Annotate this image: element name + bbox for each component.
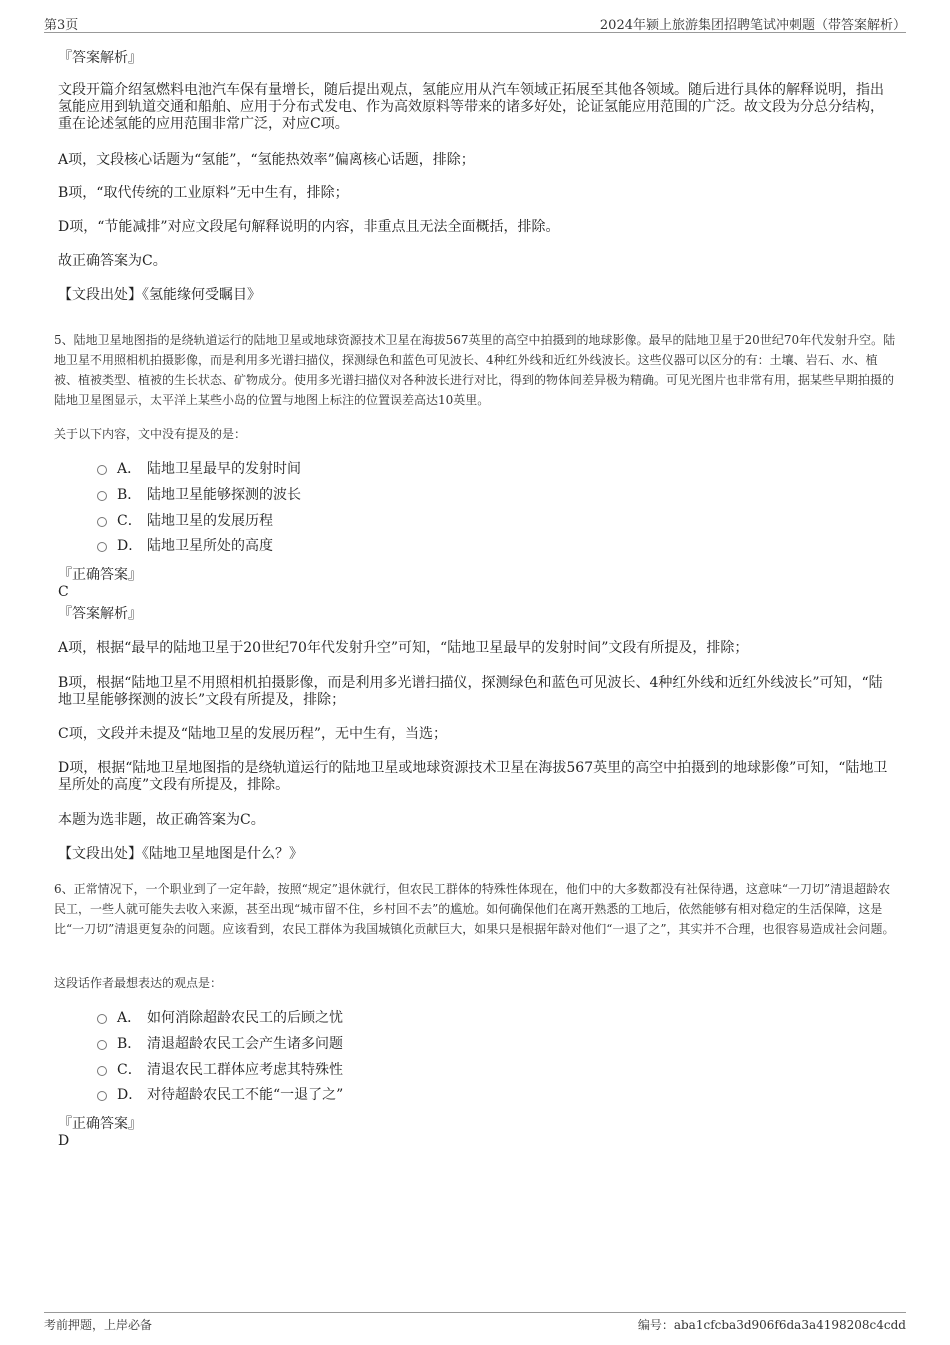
source-q4: 【文段出处】《氢能缘何受瞩目》 xyxy=(58,287,261,303)
option-letter: A． xyxy=(117,1010,142,1026)
option-c-q6[interactable] xyxy=(97,1060,343,1080)
option-text: 陆地卫星的发展历程 xyxy=(147,513,273,529)
footer-slogan: 考前押题，上岸必备 xyxy=(44,1318,153,1332)
option-b-q5[interactable] xyxy=(97,485,301,505)
option-letter: A． xyxy=(117,461,142,477)
radio-icon[interactable] xyxy=(97,491,107,501)
correct-answer-q5: C xyxy=(58,584,69,600)
option-text: 对待超龄农民工不能“一退了之” xyxy=(147,1087,344,1103)
option-a-q5[interactable] xyxy=(97,459,301,479)
analysis-b-q5: B项，根据“陆地卫星不用照相机拍摄影像，而是利用多光谱扫描仪，探测绿色和蓝色可见波长、4种红外线和近红外线波长”可知，“陆地卫星能够探测的波长”文段有所提及，排除； xyxy=(58,675,883,708)
analysis-d-q4: D项，“节能减排”对应文段尾句解释说明的内容，非重点且无法全面概括，排除。 xyxy=(58,219,560,235)
option-letter: B． xyxy=(117,1036,142,1052)
analysis-label-q5: 『答案解析』 xyxy=(58,606,142,622)
analysis-label-q4: 『答案解析』 xyxy=(58,50,142,66)
question-stem-q6: 6、正常情况下，一个职业到了一定年龄，按照“规定”退休就行，但农民工群体的特殊性体现在，他们中的大多数都没有社保待遇，这意味“一刀切”清退超龄农民工，一些人就可能失去收入来源，甚至出现“城市留不住，乡村回不去”的尴尬。如何确保他们在离开熟悉的工地后，依然能够有相对稳定的生活保障，这是比“一刀切”清退更复杂的问题。应该看到，农民工群体为我国城镇化贡献巨大，如果只是根据年龄对他们“一退了之”，其实并不合理，也很容易造成社会问题。 xyxy=(54,882,895,936)
option-letter: C． xyxy=(117,513,142,529)
conclusion-q4: 故正确答案为C。 xyxy=(58,253,167,269)
page-footer xyxy=(44,1312,906,1334)
analysis-d-q5: D项，根据“陆地卫星地图指的是绕轨道运行的陆地卫星或地球资源技术卫星在海拔567英里的高空中拍摄到的地球影像”可知，“陆地卫星所处的高度”文段有所提及，排除。 xyxy=(58,760,888,793)
radio-icon[interactable] xyxy=(97,1066,107,1076)
radio-icon[interactable] xyxy=(97,1040,107,1050)
option-a-q6[interactable] xyxy=(97,1008,343,1028)
option-letter: C． xyxy=(117,1062,142,1078)
page-header xyxy=(44,14,906,33)
analysis-a-q4: A项，文段核心话题为“氢能”，“氢能热效率”偏离核心话题，排除； xyxy=(58,152,475,168)
radio-icon[interactable] xyxy=(97,517,107,527)
radio-icon[interactable] xyxy=(97,465,107,475)
conclusion-q5: 本题为选非题，故正确答案为C。 xyxy=(58,812,265,828)
radio-icon[interactable] xyxy=(97,1014,107,1024)
radio-icon[interactable] xyxy=(97,1091,107,1101)
radio-icon[interactable] xyxy=(97,542,107,552)
option-b-q6[interactable] xyxy=(97,1034,343,1054)
source-q5: 【文段出处】《陆地卫星地图是什么？》 xyxy=(58,846,303,862)
correct-label-q5: 『正确答案』 xyxy=(58,567,142,583)
option-text: 清退超龄农民工会产生诸多问题 xyxy=(147,1036,343,1052)
analysis-c-q5: C项，文段并未提及“陆地卫星的发展历程”，无中生有，当选； xyxy=(58,726,448,742)
option-text: 陆地卫星所处的高度 xyxy=(147,538,273,554)
option-letter: D． xyxy=(117,538,143,554)
option-letter: D． xyxy=(117,1087,143,1103)
option-text: 清退农民工群体应考虑其特殊性 xyxy=(147,1062,343,1078)
analysis-b-q4: B项，“取代传统的工业原料”无中生有，排除； xyxy=(58,185,349,201)
correct-answer-q6: D xyxy=(58,1133,70,1149)
document-code: 编号：aba1cfcba3d906f6da3a4198208c4cdd xyxy=(637,1318,906,1332)
option-text: 陆地卫星能够探测的波长 xyxy=(147,487,301,503)
option-text: 陆地卫星最早的发射时间 xyxy=(147,461,301,477)
option-d-q5[interactable] xyxy=(97,536,273,556)
option-c-q5[interactable] xyxy=(97,511,273,531)
document-title: 2024年颍上旅游集团招聘笔试冲刺题（带答案解析） xyxy=(599,18,906,33)
question-stem-q5: 5、陆地卫星地图指的是绕轨道运行的陆地卫星或地球资源技术卫星在海拔567英里的高空中拍摄到的地球影像。最早的陆地卫星于20世纪70年代发射升空。陆地卫星不用照相机拍摄影像，而是利用多光谱扫描仪，探测绿色和蓝色可见波长、4种红外线和近红外线波长。这些仪器可以区分的有：土壤、岩石、水、植被、植被类型、植被的生长状态、矿物成分。使用多光谱扫描仪对各种波长进行对比，得到的物体间差异极为精确。可见光图片也非常有用，据某些早期拍摄的陆地卫星图显示，太平洋上某些小岛的位置与地图上标注的位置误差高达10英里。 xyxy=(54,333,896,407)
analysis-a-q5: A项，根据“最早的陆地卫星于20世纪70年代发射升空”可知，“陆地卫星最早的发射时间”文段有所提及，排除； xyxy=(58,640,749,656)
question-prompt-q6: 这段话作者最想表达的观点是： xyxy=(54,976,223,990)
option-text: 如何消除超龄农民工的后顾之忧 xyxy=(147,1010,343,1026)
question-prompt-q5: 关于以下内容，文中没有提及的是： xyxy=(54,427,247,441)
correct-label-q6: 『正确答案』 xyxy=(58,1116,142,1132)
analysis-text-q4: 文段开篇介绍氢燃料电池汽车保有量增长，随后提出观点，氢能应用从汽车领域正拓展至其他各领域。随后进行具体的解释说明，指出氢能应用到轨道交通和船舶、应用于分布式发电、作为高效原料等带来的诸多好处，论证氢能应用范围的广泛。故文段为分总分结构，重在论述氢能的应用范围非常广泛，对应C项。 xyxy=(58,82,884,132)
page-number: 第3页 xyxy=(44,18,79,33)
option-letter: B． xyxy=(117,487,142,503)
option-d-q6[interactable] xyxy=(97,1085,343,1105)
